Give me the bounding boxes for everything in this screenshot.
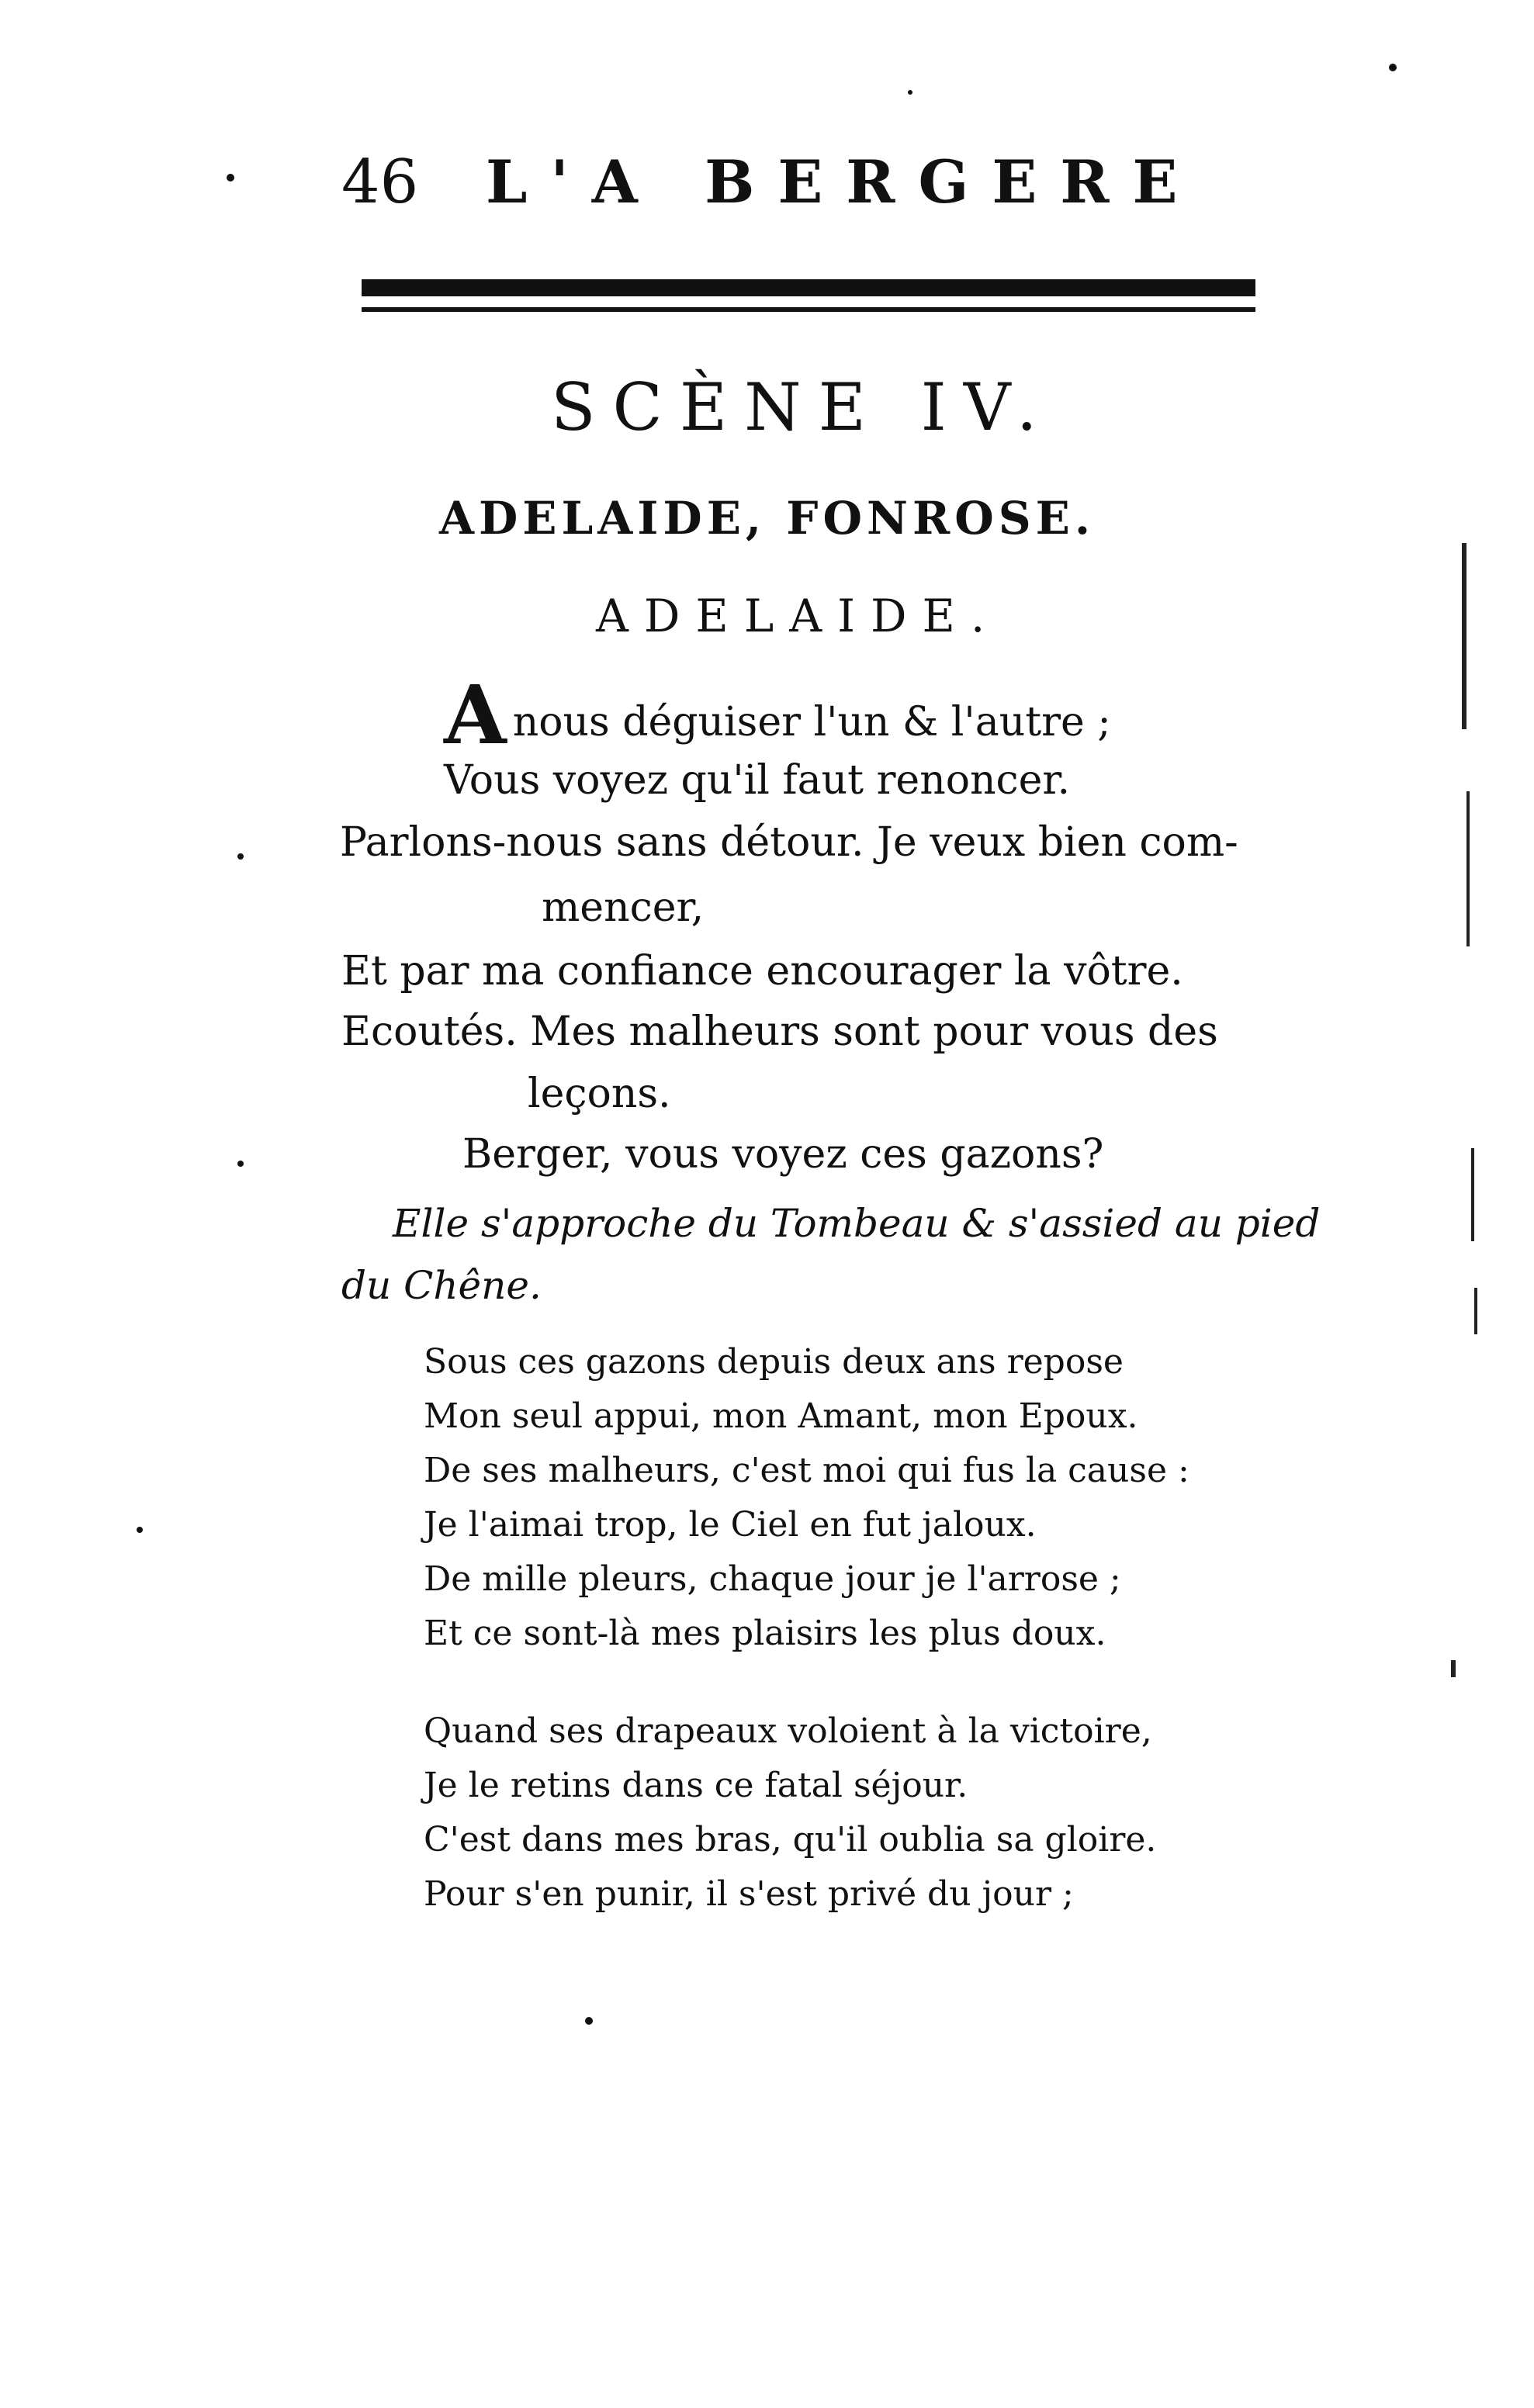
song-line: Pour s'en punir, il s'est privé du jour ; — [424, 1874, 1074, 1914]
verse-line-6: Ecoutés. Mes malheurs sont pour vous des — [341, 1009, 1218, 1055]
stage-direction-line-2: du Chêne. — [341, 1263, 542, 1308]
edge-mark — [1462, 543, 1466, 729]
edge-mark — [1474, 1288, 1477, 1334]
header-rule-thin — [362, 307, 1255, 312]
song-line: Et ce sont-là mes plaisirs les plus doux. — [424, 1614, 1106, 1653]
verse-line-2: Vous voyez qu'il faut renoncer. — [444, 757, 1071, 804]
verse-line-1-text: nous déguiser l'un & l'autre ; — [512, 699, 1111, 746]
running-title: L'A BERGERE — [486, 147, 1201, 216]
verse-line-1 — [444, 667, 1111, 763]
page-number: 46 — [341, 147, 419, 217]
song-line: De mille pleurs, chaque jour je l'arrose ; — [424, 1559, 1121, 1599]
scan-speck — [237, 853, 244, 860]
song-line: De ses malheurs, c'est moi qui fus la cause : — [424, 1451, 1189, 1490]
scan-speck — [227, 174, 234, 182]
speaker-name: ADELAIDE. — [596, 590, 1001, 642]
song-line: C'est dans mes bras, qu'il oublia sa gloire. — [424, 1820, 1157, 1860]
verse-line-8: Berger, vous voyez ces gazons? — [462, 1131, 1104, 1178]
stage-direction-line-1: Elle s'approche du Tombeau & s'assied au pied — [393, 1201, 1321, 1246]
verse-line-3: Parlons-nous sans détour. Je veux bien com- — [340, 819, 1238, 866]
scene-title: SCÈNE IV. — [551, 369, 1054, 445]
song-line: Mon seul appui, mon Amant, mon Epoux. — [424, 1396, 1138, 1436]
verse-line-5: Et par ma confiance encourager la vôtre. — [341, 948, 1183, 995]
edge-mark — [1451, 1660, 1456, 1677]
verse-line-7: leçons. — [528, 1071, 671, 1117]
song-line: Je le retins dans ce fatal séjour. — [424, 1766, 968, 1805]
edge-mark — [1471, 1148, 1474, 1241]
song-line: Quand ses drapeaux voloient à la victoire, — [424, 1711, 1152, 1751]
scene-characters: ADELAIDE, FONROSE. — [439, 492, 1096, 545]
verse-line-4: mencer, — [542, 884, 705, 931]
header-rule-thick — [362, 279, 1255, 296]
scan-speck — [237, 1161, 244, 1167]
drop-cap: A — [444, 667, 507, 763]
song-line: Sous ces gazons depuis deux ans repose — [424, 1342, 1124, 1382]
scan-speck — [908, 90, 912, 95]
edge-mark — [1466, 791, 1470, 946]
scan-speck — [137, 1527, 143, 1533]
scan-speck — [585, 2017, 593, 2025]
song-line: Je l'aimai trop, le Ciel en fut jaloux. — [424, 1505, 1037, 1545]
scan-speck — [1389, 64, 1397, 71]
